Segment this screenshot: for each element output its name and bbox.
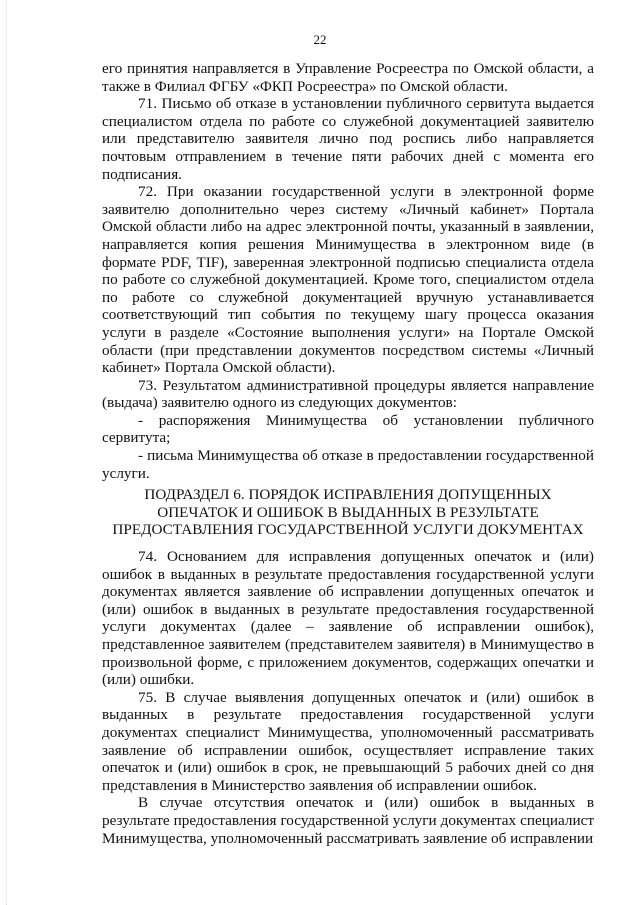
paragraph-71: 71. Письмо об отказе в установлении публичного сервитута выдается специалистом отдела по работе со служебной документацией заявителю или представителю заявителя лично под роспись либо направляется почтовым отправлением в течение пяти рабочих дней с момента его подписания. <box>102 95 594 183</box>
body-text-section-2 <box>102 548 594 847</box>
list-item-refusal-letter: - письма Минимущества об отказе в предоставлении государственной услуги. <box>102 447 594 482</box>
paragraph-continuation: его принятия направляется в Управление Росреестра по Омской области, а также в Филиал ФГБУ «ФКП Росреестра» по Омской области. <box>102 60 594 95</box>
paragraph-no-errors: В случае отсутствия опечаток и (или) ошибок в выданных в результате предоставления государственной услуги документах специалист Минимущества, уполномоченный рассматривать заявление об исправлении <box>102 794 594 847</box>
heading-line-1: ПОДРАЗДЕЛ 6. ПОРЯДОК ИСПРАВЛЕНИЯ ДОПУЩЕННЫХ <box>144 486 552 503</box>
paragraph-74: 74. Основанием для исправления допущенных опечаток и (или) ошибок в выданных в результате предоставления государственной услуги документах является заявление об исправлении допущенных опечаток и (или) ошибок в выданных в результате предоставления государственной услуги документах (далее – заявление об исправлении ошибок), представленное заявителем (представителем заявителя) в Минимущество в произвольной форме, с приложением документов, содержащих опечатки и (или) ошибки. <box>102 548 594 689</box>
body-text-section-1 <box>102 60 594 482</box>
list-item-order: - распоряжения Минимущества об установлении публичного сервитута; <box>102 411 594 447</box>
section-heading <box>102 486 594 539</box>
heading-line-3: ПРЕДОСТАВЛЕНИЯ ГОСУДАРСТВЕННОЙ УСЛУГИ ДОКУМЕНТАХ <box>112 521 584 539</box>
scan-margin-line <box>6 0 7 905</box>
page-number: 22 <box>313 32 327 47</box>
paragraph-75: 75. В случае выявления допущенных опечаток и (или) ошибок в выданных в результате предоставления государственной услуги документах специалист Минимущества, уполномоченный рассматривать заявление об исправлении ошибок, осуществляет исправление таких опечаток и (или) ошибок в срок, не превышающий 5 рабочих дней со дня представления в Министерство заявления об исправлении ошибок. <box>102 688 594 794</box>
heading-line-2: ОПЕЧАТОК И ОШИБОК В ВЫДАННЫХ В РЕЗУЛЬТАТЕ <box>157 503 539 521</box>
paragraph-73: 73. Результатом административной процедуры является направление (выдача) заявителю одного из следующих документов: <box>102 376 594 412</box>
paragraph-72: 72. При оказании государственной услуги в электронной форме заявителю дополнительно через систему «Личный кабинет» Портала Омской области либо на адрес электронной почты, указанный в заявлении, направляется копия решения Минимущества в электронном виде (в формате PDF, TIF), заверенная электронной подписью специалиста отдела по работе со служебной документацией. Кроме того, специалистом отдела по работе со служебной документацией вручную устанавливается соответствующий тип события по текущему шагу процесса оказания услуги в разделе «Состояние выполнения услуги» на Портале Омской области (при представлении документов посредством системы «Личный кабинет» Портала Омской области). <box>102 183 594 377</box>
